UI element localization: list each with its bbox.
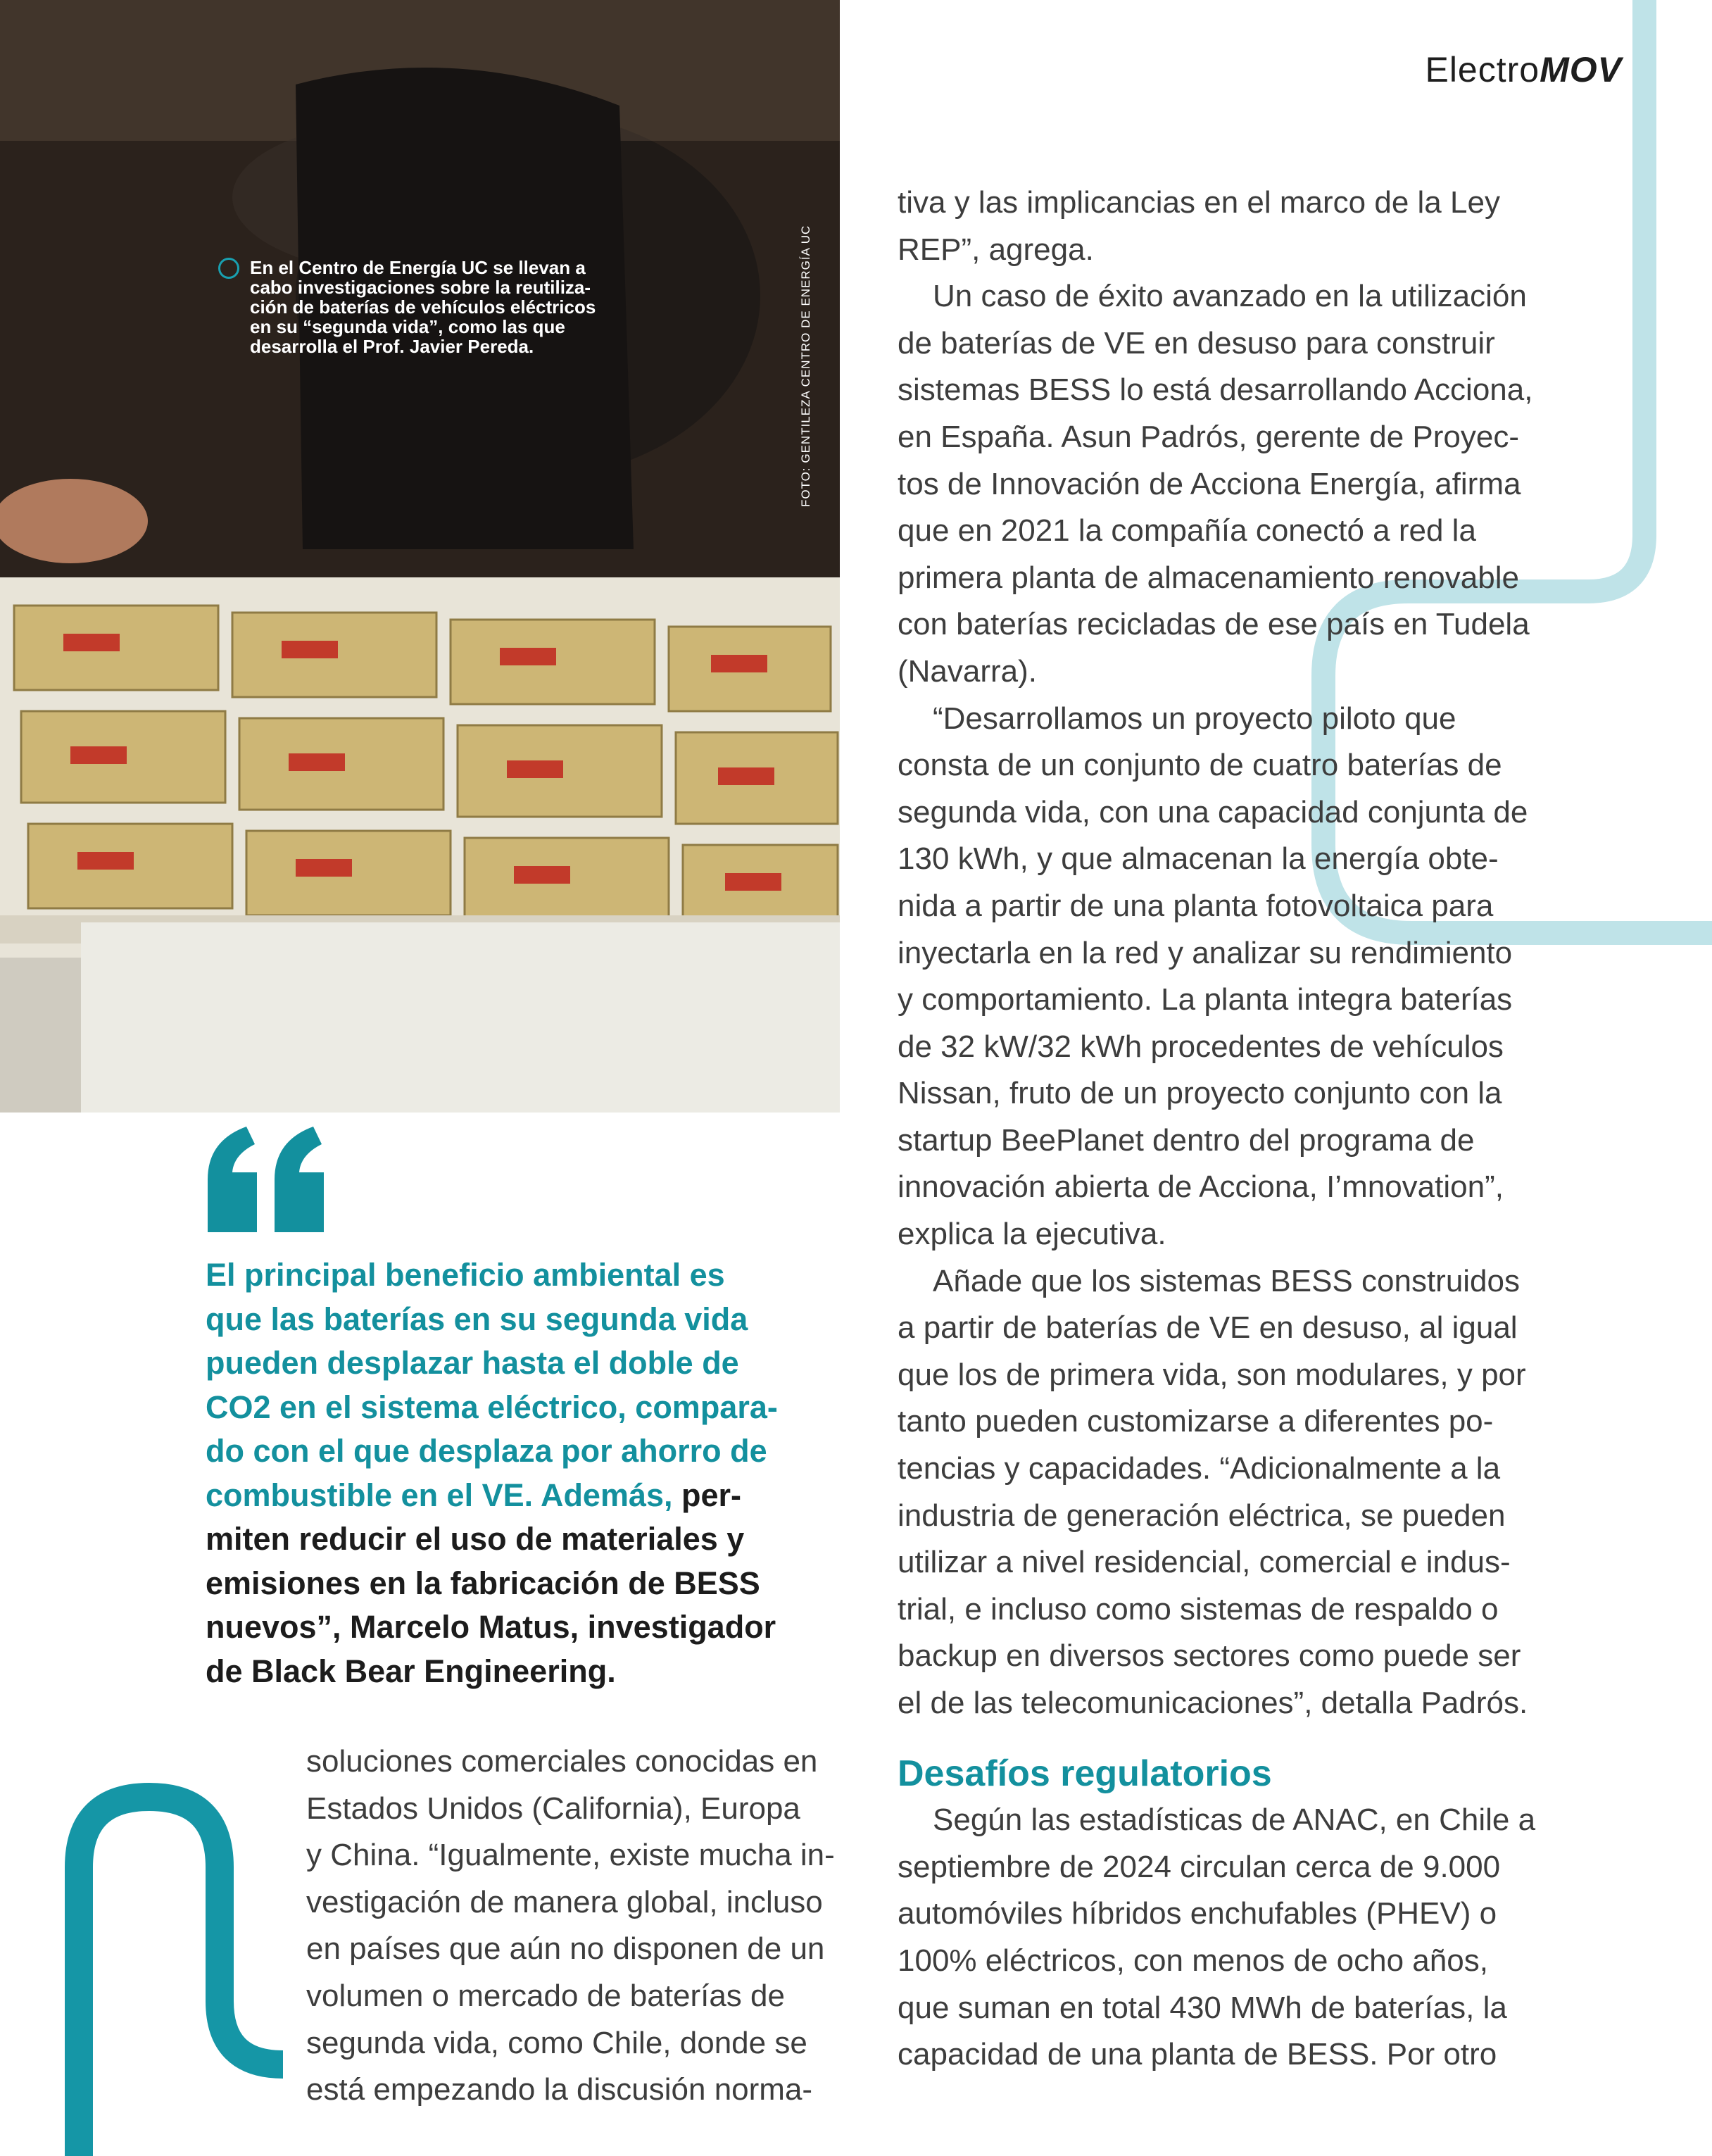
- body-line: a partir de baterías de VE en desuso, al igual: [898, 1310, 1518, 1346]
- body-line: consta de un conjunto de cuatro baterías de: [898, 748, 1502, 783]
- body-line: con baterías recicladas de ese país en Tudela: [898, 607, 1530, 642]
- body-line: que en 2021 la compañía conectó a red la: [898, 513, 1476, 549]
- brand-logo: [1425, 49, 1622, 90]
- body-line: en países que aún no disponen de un: [306, 1931, 825, 1967]
- caption-line: cabo investigaciones sobre la reutiliza-: [250, 277, 591, 298]
- paragraph: [898, 180, 1559, 273]
- body-line: inyectarla en la red y analizar su rendimiento: [898, 935, 1513, 970]
- body-line: y China. “Igualmente, existe mucha in-: [306, 1838, 835, 1873]
- quote-line: nuevos”, Marcelo Matus, investigador: [206, 1609, 776, 1645]
- body-line: el de las telecomunicaciones”, detalla Padrós.: [898, 1686, 1528, 1720]
- brand-light: Electro: [1425, 50, 1540, 89]
- body-line: primera planta de almacenamiento renovable: [898, 560, 1519, 595]
- body-line: segunda vida, con una capacidad conjunta de: [898, 794, 1528, 829]
- brand-bold: MOV: [1540, 50, 1622, 89]
- body-line: trial, e incluso como sistemas de respaldo o: [898, 1591, 1499, 1627]
- caption-line: ción de baterías de vehículos eléctricos: [250, 296, 596, 318]
- body-line: sistemas BESS lo está desarrollando Acciona,: [898, 372, 1533, 408]
- body-line: que suman en total 430 MWh de baterías, la: [898, 1990, 1507, 2025]
- body-line: que los de primera vida, son modulares, y por: [898, 1357, 1526, 1392]
- body-line: backup en diversos sectores como puede ser: [898, 1638, 1521, 1674]
- paragraph: [898, 1797, 1559, 2079]
- body-line: y comportamiento. La planta integra baterías: [898, 982, 1513, 1017]
- body-line: de 32 kW/32 kWh procedentes de vehículos: [898, 1029, 1504, 1064]
- body-line: Estados Unidos (California), Europa: [306, 1791, 800, 1826]
- body-line: septiembre de 2024 circulan cerca de 9.000: [898, 1849, 1501, 1884]
- body-line: vestigación de manera global, incluso: [306, 1884, 823, 1919]
- body-line: tanto pueden customizarse a diferentes po-: [898, 1404, 1494, 1439]
- caption-line: en su “segunda vida”, como las que: [250, 316, 565, 337]
- quote-line: pueden desplazar hasta el doble de: [206, 1345, 739, 1381]
- quote-line: de Black Bear Engineering.: [206, 1653, 616, 1689]
- body-line: automóviles híbridos enchufables (PHEV) o: [898, 1896, 1497, 1931]
- body-line: de baterías de VE en desuso para construir: [898, 325, 1495, 361]
- caption-line: desarrolla el Prof. Javier Pereda.: [250, 336, 534, 357]
- body-line: está empezando la discusión norma-: [306, 2072, 813, 2107]
- body-line: tiva y las implicancias en el marco de la Ley: [898, 185, 1500, 220]
- body-line: en España. Asun Padrós, gerente de Proyec-: [898, 419, 1520, 454]
- quote-segment-teal: combustible en el VE. Además,: [206, 1477, 673, 1513]
- body-line: Según las estadísticas de ANAC, en Chile a: [933, 1803, 1536, 1838]
- body-line: (Navarra).: [898, 653, 1038, 689]
- photo-credit: FOTO: GENTILEZA CENTRO DE ENERGÍA UC: [799, 225, 812, 507]
- quote-segment-dark: per-: [672, 1477, 742, 1513]
- body-line: “Desarrollamos un proyecto piloto que: [933, 701, 1456, 736]
- caption-line: En el Centro de Energía UC se llevan a: [250, 257, 586, 278]
- body-line: startup BeePlanet dentro del programa de: [898, 1122, 1475, 1158]
- battery-photo: [0, 0, 840, 1113]
- quote-line: El principal beneficio ambiental es: [206, 1257, 725, 1293]
- right-column: [898, 180, 1559, 2079]
- quote-line: miten reducir el uso de materiales y: [206, 1521, 745, 1557]
- quote-line: CO2 en el sistema eléctrico, compara-: [206, 1389, 778, 1425]
- body-line: Añade que los sistemas BESS construidos: [933, 1263, 1521, 1298]
- body-line: 130 kWh, y que almacenan la energía obte-: [898, 841, 1499, 877]
- photo-caption: [250, 258, 644, 356]
- body-line: tos de Innovación de Acciona Energía, afirma: [898, 466, 1521, 501]
- quote-line: que las baterías en su segunda vida: [206, 1301, 748, 1337]
- body-line: Un caso de éxito avanzado en la utilización: [933, 279, 1527, 314]
- left-column: [306, 1738, 841, 2114]
- body-line: tencias y capacidades. “Adicionalmente a la: [898, 1451, 1501, 1486]
- body-line: segunda vida, como Chile, donde se: [306, 2025, 807, 2060]
- quote-line: emisiones en la fabricación de BESS: [206, 1565, 760, 1601]
- body-line: volumen o mercado de baterías de: [306, 1978, 785, 2013]
- section-heading: Desafíos regulatorios: [898, 1753, 1272, 1794]
- paragraph: [898, 1258, 1559, 1727]
- body-line: REP”, agrega.: [898, 232, 1094, 267]
- body-line: Nissan, fruto de un proyecto conjunto con la: [898, 1076, 1502, 1111]
- paragraph: [898, 273, 1559, 695]
- body-line: 100% eléctricos, con menos de ocho años,: [898, 1943, 1488, 1978]
- body-line: soluciones comerciales conocidas en: [306, 1744, 818, 1779]
- body-line: nida a partir de una planta fotovoltaica para: [898, 888, 1494, 923]
- body-line: capacidad de una planta de BESS. Por otro: [898, 2037, 1497, 2072]
- decorative-hook-left: [0, 1734, 296, 2156]
- photo-illustration: [0, 0, 840, 1113]
- body-line: industria de generación eléctrica, se pueden: [898, 1498, 1506, 1533]
- body-line: explica la ejecutiva.: [898, 1217, 1166, 1252]
- paragraph: [898, 696, 1559, 1258]
- body-line: utilizar a nivel residencial, comercial e indus-: [898, 1545, 1511, 1580]
- body-line: innovación abierta de Acciona, I’mnovation”,: [898, 1170, 1504, 1205]
- caption-bullet-icon: [218, 258, 239, 279]
- quote-line: do con el que desplaza por ahorro de: [206, 1433, 767, 1469]
